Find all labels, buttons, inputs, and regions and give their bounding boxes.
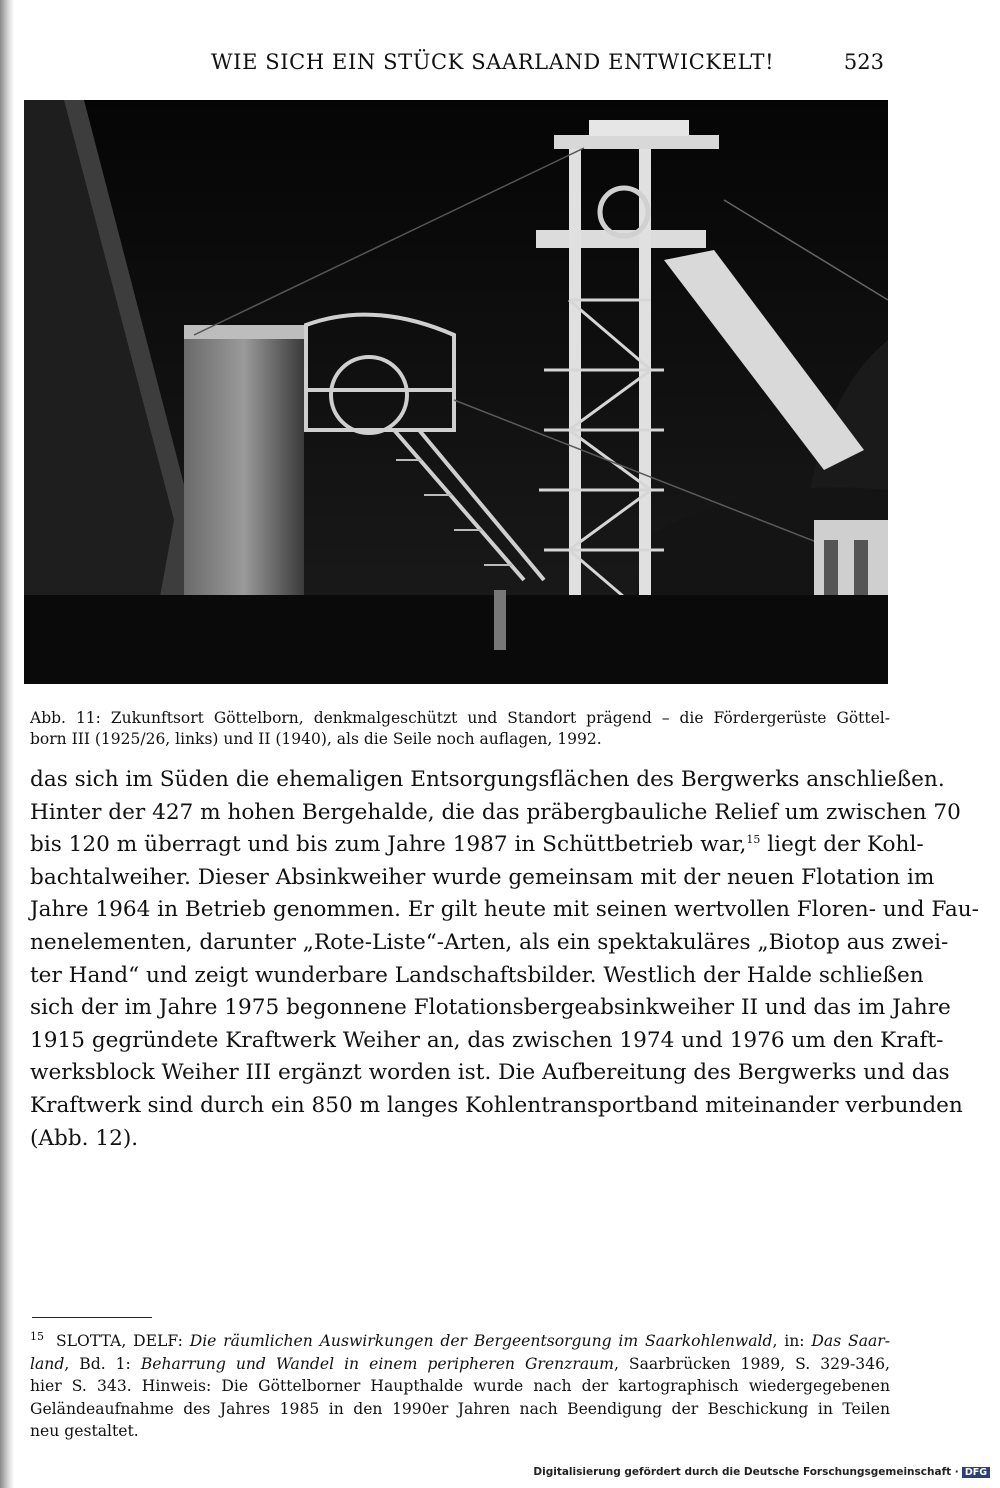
body-line: ter Hand“ und zeigt wunderbare Landschaftsbilder. Westlich der Halde schließen xyxy=(30,962,924,988)
body-line: 1915 gegründete Kraftwerk Weiher an, das zwischen 1974 und 1976 um den Kraft- xyxy=(30,1027,944,1053)
page-number: 523 xyxy=(843,50,884,74)
footnote-subtitle: Beharrung und Wandel in einem peripheren Grenzraum xyxy=(140,1354,614,1373)
footnote-title: Die räumlichen Auswirkungen der Bergeentsorgung im Saarkohlenwald xyxy=(189,1332,773,1350)
footnote-line: 15 SLOTTA, DELF: Die räumlichen Auswirkungen der Bergeentsorgung im Saarkohlenwald, in: Das Saar- xyxy=(30,1329,891,1350)
footnote-reference[interactable]: 15 xyxy=(746,833,761,846)
footnote-line: Geländeaufnahme des Jahres 1985 in den 1990er Jahren nach Beendigung der Beschickung in Teilen xyxy=(30,1399,890,1418)
body-line: das sich im Süden die ehemaligen Entsorgungsflächen des Bergwerks anschließen. xyxy=(30,767,945,792)
footnote-book-title: Das Saar- xyxy=(811,1332,891,1350)
footnote-line: hier S. 343. Hinweis: Die Göttelborner Haupthalde wurde nach der kartographisch wiedergegebenen xyxy=(30,1377,890,1396)
body-line-tail: liegt der Kohl- xyxy=(760,832,924,858)
running-head: WIE SICH EIN STÜCK SAARLAND ENTWICKELT! xyxy=(211,50,775,74)
footnote xyxy=(30,1330,890,1443)
body-line-text: bis 120 m überragt und bis zum Jahre 1987 in Schüttbetrieb war, xyxy=(30,832,747,858)
body-line-with-footnote-ref xyxy=(30,829,924,862)
body-line: Hinter der 427 m hohen Bergehalde, die das präbergbauliche Relief um zwischen 70 xyxy=(30,799,961,825)
body-line: Jahre 1964 in Betrieb genommen. Er gilt heute mit seinen wertvollen Floren- und Fau- xyxy=(30,897,979,923)
scan-edge-shadow xyxy=(0,0,14,1488)
caption-line: Abb. 11: Zukunftsort Göttelborn, denkmalgeschützt und Standort prägend – die Fördergerüste Göttel- xyxy=(30,709,890,727)
body-line: (Abb. 12). xyxy=(30,1125,139,1151)
footnote-author: SLOTTA, DELF: xyxy=(56,1332,183,1350)
body-line: bachtalweiher. Dieser Absinkweiher wurde gemeinsam mit der neuen Flotation im xyxy=(30,864,935,890)
body-line: werksblock Weiher III ergänzt worden ist. Die Aufbereitung des Bergwerks und das xyxy=(30,1060,950,1086)
body-line: nenelementen, darunter „Rote-Liste“-Arten, als ein spektakuläres „Biotop aus zwei- xyxy=(30,929,949,955)
figure-photo-headframes xyxy=(24,100,888,684)
body-paragraph xyxy=(30,764,979,1155)
body-line: sich der im Jahre 1975 begonnene Flotationsbergeabsinkweiher II und das im Jahre xyxy=(30,995,951,1021)
headframe-illustration xyxy=(24,100,888,684)
dfg-logo: DFG xyxy=(962,1467,990,1478)
footnote-line: neu gestaltet. xyxy=(30,1422,139,1441)
body-line: Kraftwerk sind durch ein 850 m langes Kohlentransportband miteinander verbunden xyxy=(30,1092,963,1118)
footnote-in: , in: xyxy=(772,1332,805,1350)
credit-text: Digitalisierung gefördert durch die Deutsche Forschungsgemeinschaft · xyxy=(533,1466,959,1478)
digitization-credit xyxy=(533,1466,990,1478)
caption-line: born III (1925/26, links) und II (1940), als die Seile noch auflagen, 1992. xyxy=(30,730,602,748)
footnote-publication: , Saarbrücken 1989, S. 329-346, xyxy=(613,1354,890,1373)
footnote-volume: , Bd. 1: xyxy=(64,1354,131,1373)
footnote-book-title-cont: land xyxy=(30,1354,65,1373)
figure-caption xyxy=(30,708,890,750)
footnote-line xyxy=(30,1353,890,1376)
footnote-divider xyxy=(32,1317,152,1318)
